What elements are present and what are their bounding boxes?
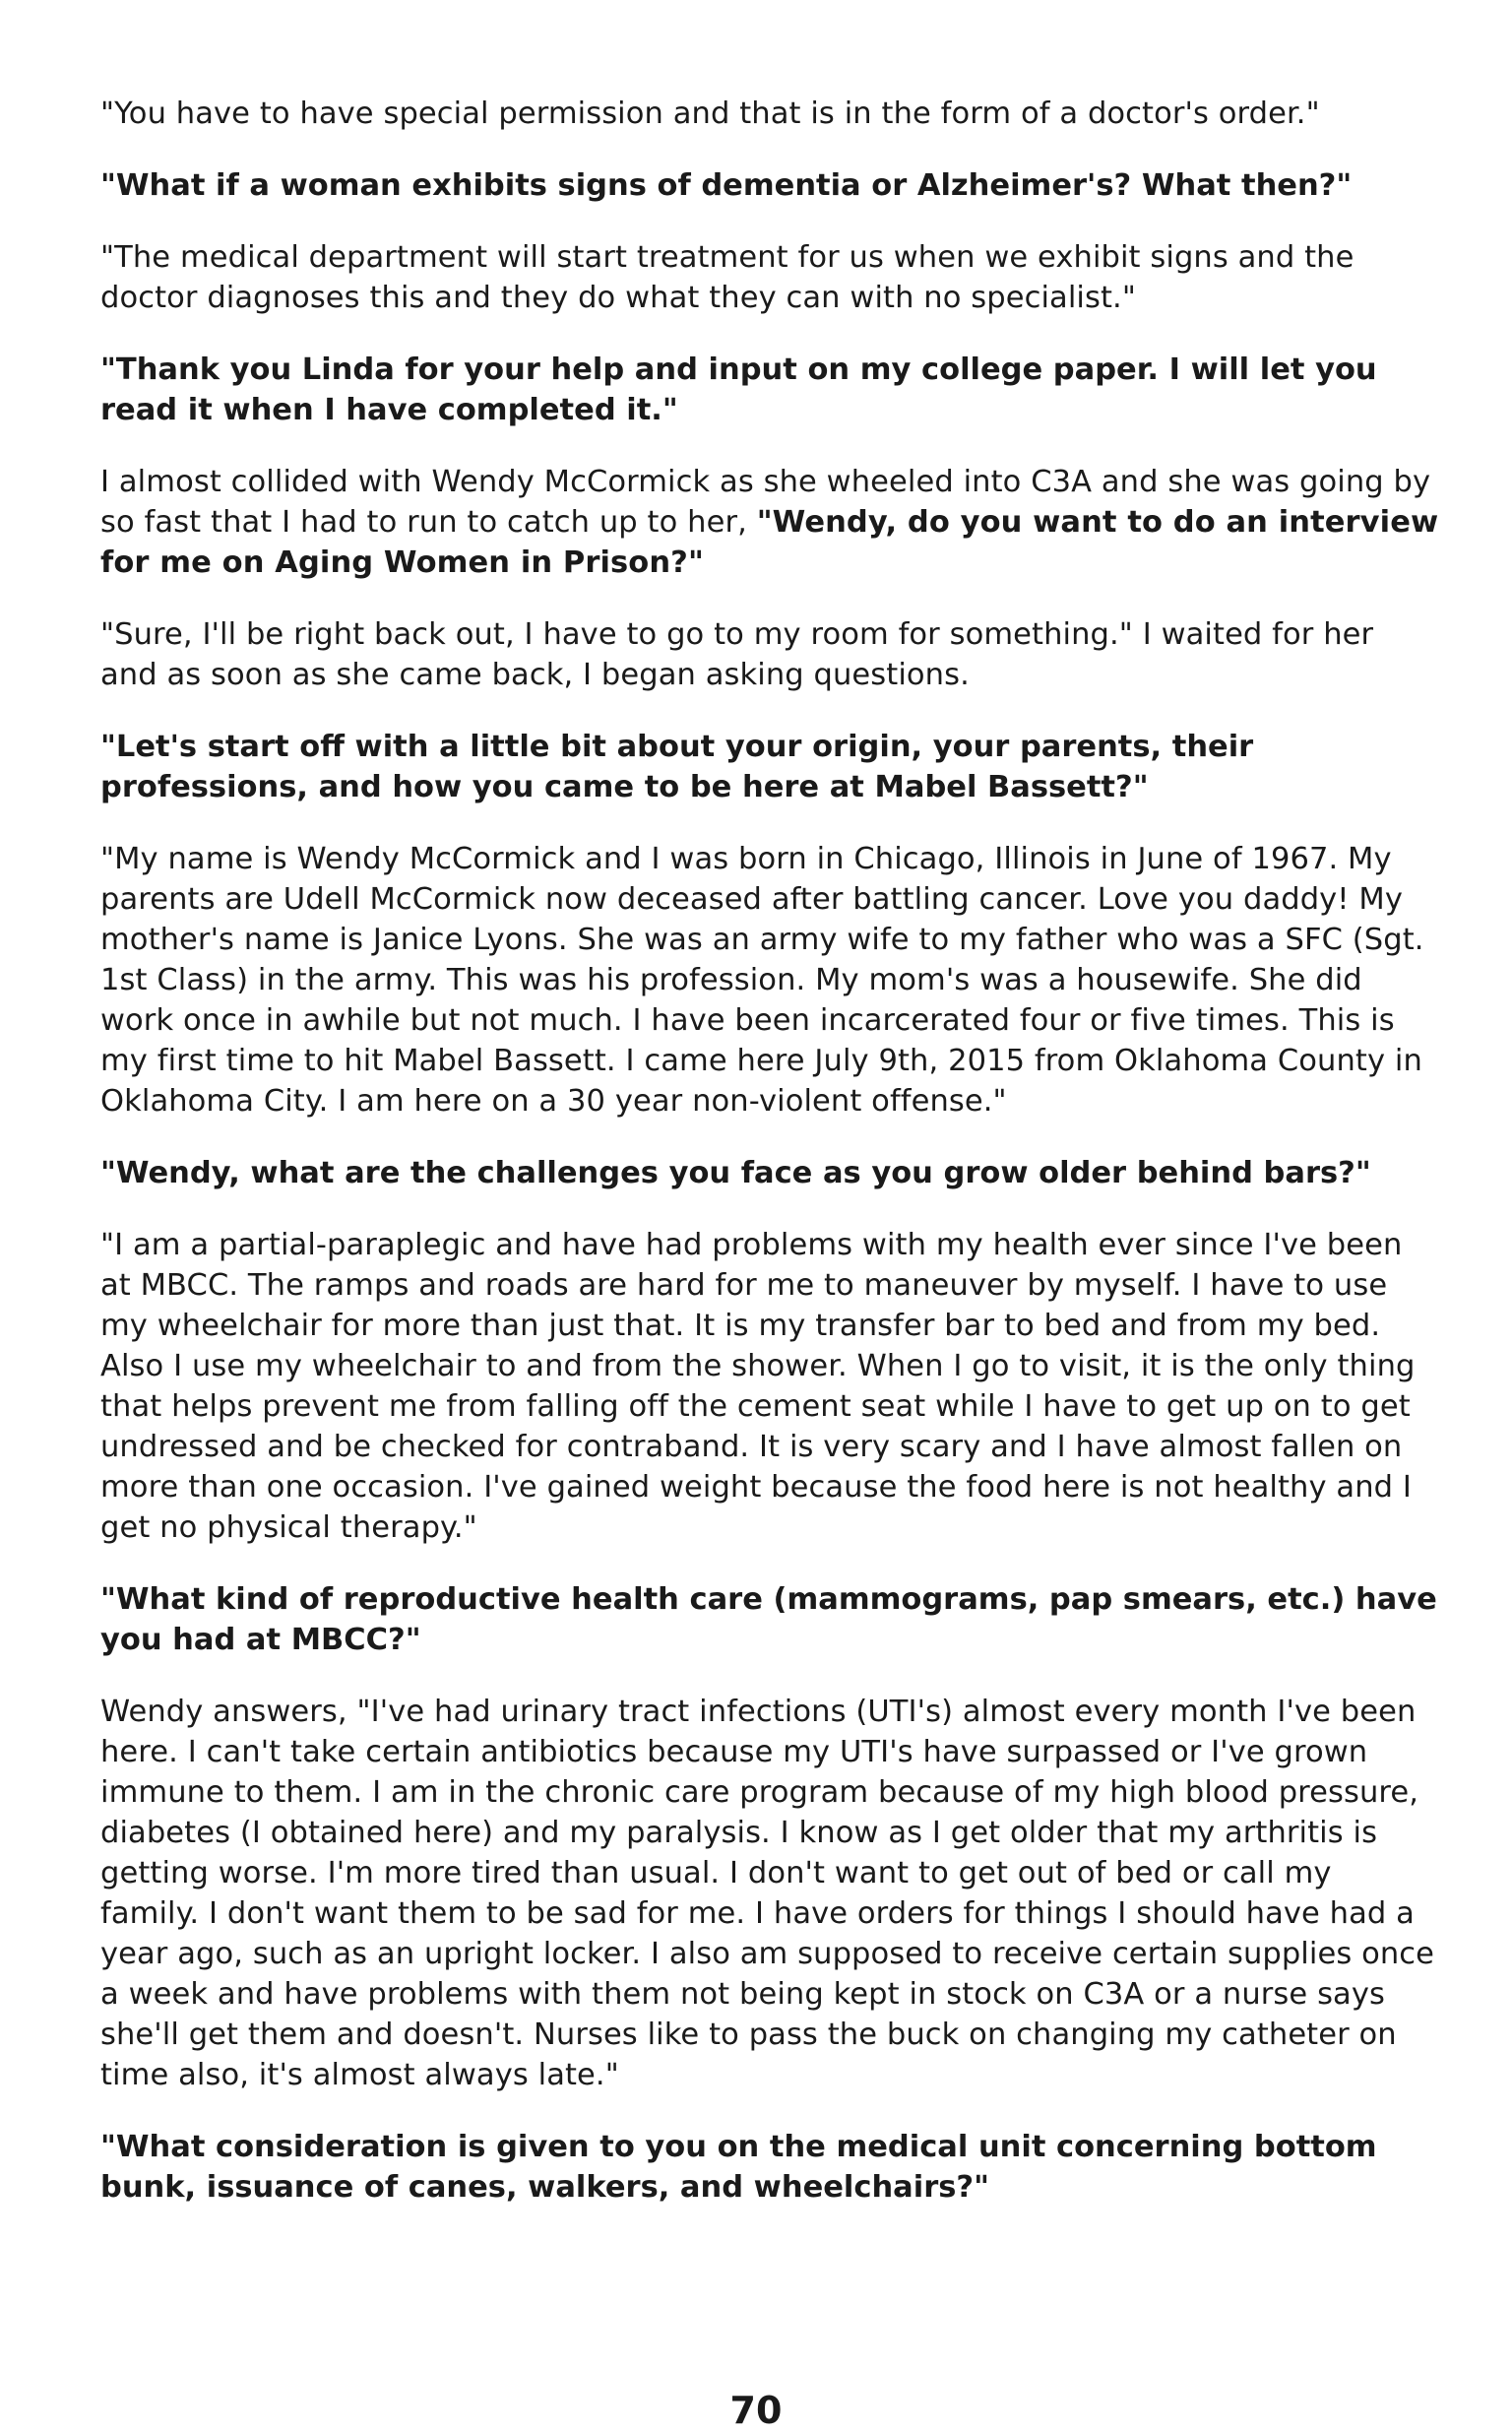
inline-question: "Wendy, do you want to do an interview for me on Aging Women in Prison?"	[100, 505, 1439, 580]
answer-paragraph: "My name is Wendy McCormick and I was born in Chicago, Illinois in June of 1967. My parents are Udell McCormick now deceased after battling cancer. Love you daddy! My mother's name is Janice Lyons. She was an army wife to my father who was a SFC (Sgt. 1st Class) in the army. This was his profession. My mom's was a housewife. She did work once in awhile but not much. I have been incarcerated four or five times. This is my first time to hit Mabel Bassett. I came here July 9th, 2015 from Oklahoma County in Oklahoma City. I am here on a 30 year non-violent offense."	[100, 842, 1424, 1119]
interview-question: "What kind of reproductive health care (mammograms, pap smears, etc.) have you had at MBCC?"	[100, 1582, 1437, 1657]
interview-question: "Wendy, what are the challenges you face as you grow older behind bars?"	[100, 1156, 1371, 1190]
answer-paragraph: "The medical department will start treatment for us when we exhibit signs and the doctor diagnoses this and they do what they can with no specialist."	[100, 240, 1354, 315]
answer-paragraph: "Sure, I'll be right back out, I have to go to my room for something." I waited for her and as soon as she came back, I began asking questions.	[100, 617, 1374, 692]
interview-question: "What consideration is given to you on the medical unit concerning bottom bunk, issuance of canes, walkers, and wheelchairs?"	[100, 2130, 1377, 2205]
answer-paragraph: Wendy answers, "I've had urinary tract infections (UTI's) almost every month I've been here. I can't take certain antibiotics because my UTI's have surpassed or I've grown immune to them. I am in the chronic care program because of my high blood pressure, diabetes (I obtained here) and my paralysis. I know as I get older that my arthritis is getting worse. I'm more tired than usual. I don't want to get out of bed or call my family. I don't want them to be sad for me. I have orders for things I should have had a year ago, such as an upright locker. I also am supposed to receive certain supplies once a week and have problems with them not being kept in stock on C3A or a nurse says she'll get them and doesn't. Nurses like to pass the buck on changing my catheter on time also, it's almost always late."	[100, 1695, 1435, 2092]
answer-paragraph: "You have to have special permission and that is in the form of a doctor's order."	[100, 96, 1320, 131]
answer-paragraph: "I am a partial-paraplegic and have had problems with my health ever since I've been at MBCC. The ramps and roads are hard for me to maneuver by myself. I have to use my wheelchair for more than just that. It is my transfer bar to bed and from my bed. Also I use my wheelchair to and from the shower. When I go to visit, it is the only thing that helps prevent me from falling off the cement seat while I have to get up on to get undressed and be checked for contraband. It is very scary and I have almost fallen on more than one occasion. I've gained weight because the food here is not healthy and I get no physical therapy."	[100, 1228, 1416, 1545]
interview-question: "Thank you Linda for your help and input on my college paper. I will let you read it when I have completed it."	[100, 352, 1377, 427]
interview-question: "Let's start off with a little bit about your origin, your parents, their professions, and how you came to be here at Mabel Bassett?"	[100, 730, 1254, 804]
page-number: 70	[729, 2389, 783, 2432]
narrative-paragraph	[100, 462, 1439, 583]
interview-question: "What if a woman exhibits signs of dementia or Alzheimer's? What then?"	[100, 168, 1353, 203]
narrative-text: I almost collided with Wendy McCormick as she wheeled into C3A and she was going by so fast that I had to run to catch up to her,	[100, 465, 1431, 540]
document-body	[100, 94, 1439, 2239]
